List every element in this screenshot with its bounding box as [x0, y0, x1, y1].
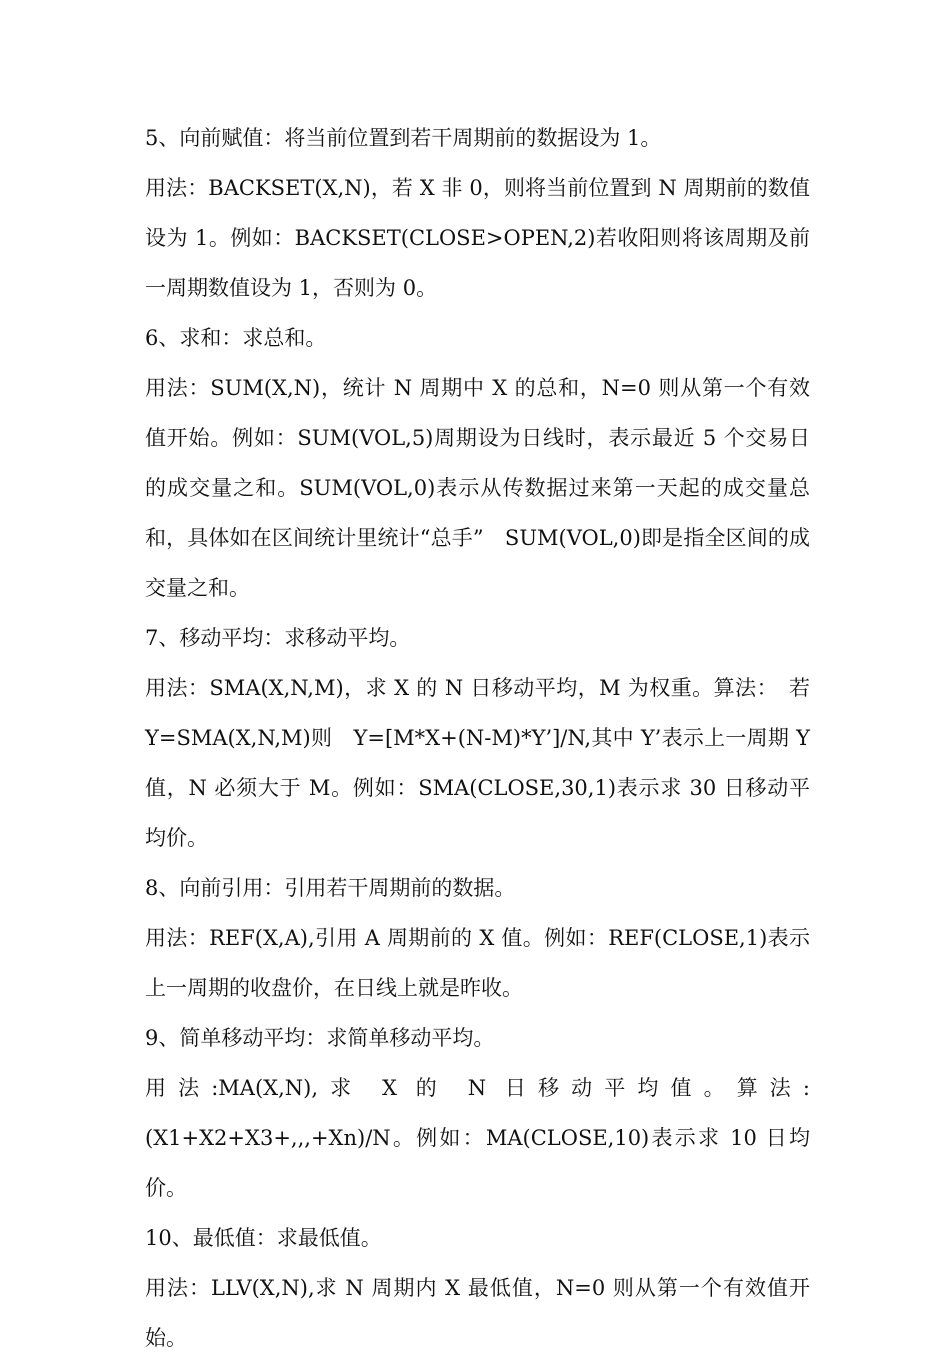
- section-10-usage: 用法：LLV(X,N),求 N 周期内 X 最低值，N=0 则从第一个有效值开始。: [145, 1276, 810, 1350]
- section-8-heading: 8、向前引用：引用若干周期前的数据。: [145, 876, 516, 900]
- section-5-usage: 用法：BACKSET(X,N)，若 X 非 0，则将当前位置到 N 周期前的数值设为 1。例如：BACKSET(CLOSE>OPEN,2)若收阳则将该周期及前一周期数值设为 1，否则为 0。: [145, 176, 810, 300]
- section-10-heading: 10、最低值：求最低值。: [145, 1226, 382, 1250]
- section-5-heading: 5、向前赋值：将当前位置到若干周期前的数据设为 1。: [145, 126, 662, 150]
- section-8-usage: 用法：REF(X,A),引用 A 周期前的 X 值。例如：REF(CLOSE,1)表示上一周期的收盘价，在日线上就是昨收。: [145, 926, 810, 1000]
- document-body: [145, 113, 810, 1363]
- section-7-usage: 用法：SMA(X,N,M)，求 X 的 N 日移动平均，M 为权重。算法： 若 Y=SMA(X,N,M)则 Y=[M*X+(N-M)*Y’]/N,其中 Y’表示上一周期 Y 值，N 必须大于 M。例如：SMA(CLOSE,30,1)表示求 30 日移动平均价。: [145, 676, 810, 850]
- section-9-heading: 9、简单移动平均：求简单移动平均。: [145, 1026, 495, 1050]
- section-7-heading: 7、移动平均：求移动平均。: [145, 626, 411, 650]
- section-6-usage: 用法：SUM(X,N)，统计 N 周期中 X 的总和，N=0 则从第一个有效值开始。例如：SUM(VOL,5)周期设为日线时，表示最近 5 个交易日的成交量之和。SUM(VOL,0)表示从传数据过来第一天起的成交量总和，具体如在区间统计里统计“总手” SUM(VOL,0)即是指全区间的成交量之和。: [145, 376, 810, 600]
- section-6-heading: 6、求和：求总和。: [145, 326, 327, 350]
- section-9-usage: 用法:MA(X,N),求 X 的 N 日移动平均值。算法:(X1+X2+X3+,,,+Xn)/N。例如：MA(CLOSE,10)表示求 10 日均价。: [145, 1076, 810, 1200]
